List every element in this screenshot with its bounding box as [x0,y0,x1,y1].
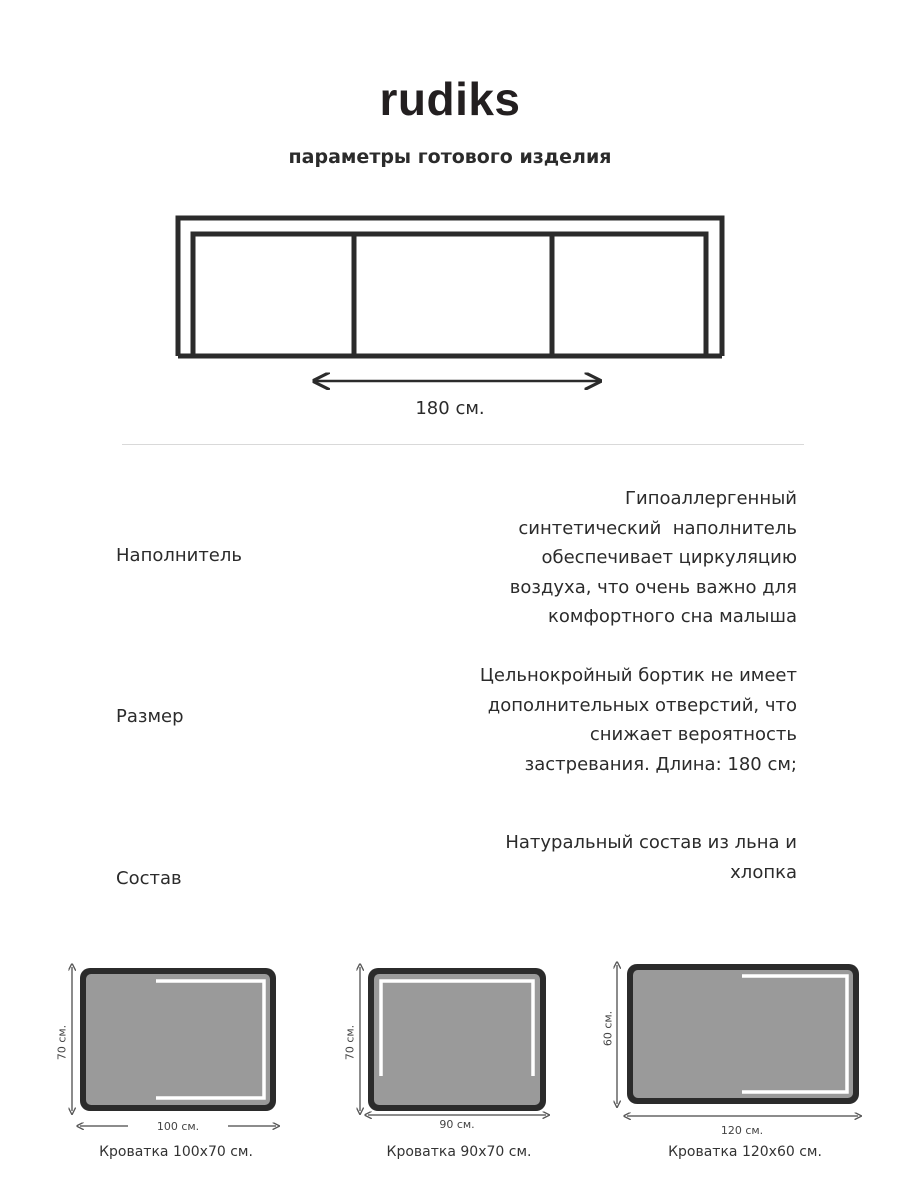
bumper-outline [178,218,722,356]
bed-2-width-label: 90 см. [407,1118,507,1131]
page-subtitle: параметры готового изделия [288,146,612,168]
bed-3-width-label: 120 см. [692,1124,792,1137]
bed-1-caption: Кроватка 100x70 см. [99,1144,253,1160]
spec-description-size: Цельнокройный бортик не имеет дополнительных отверстий, что снижает вероятность застревания. Длина: 180 см; [479,665,797,775]
bed-1-width-label: 100 см. [128,1120,228,1133]
bed-2-caption: Кроватка 90x70 см. [386,1144,532,1160]
spec-label-filler: Наполнитель [116,545,242,566]
brand-logo: rudiks [379,73,521,125]
bed-120x60 [617,964,859,1116]
spec-label-size: Размер [116,706,184,727]
bed-3-height-label: 60 см. [601,1010,615,1047]
bed-3-caption: Кроватка 120x60 см. [668,1144,822,1160]
spec-description-filler: Гипоаллергенный синтетический наполнитель обеспечивает циркуляцию воздуха, что очень важно для комфортного сна малыша [509,488,797,627]
spec-label-composition: Состав [116,868,182,889]
bed-1-height-label: 70 см. [55,1024,69,1061]
bed-2-height-label: 70 см. [343,1024,357,1061]
section-divider [122,444,804,445]
spec-description-composition: Натуральный состав из льна и хлопка [505,832,797,883]
length-label: 180 см. [415,398,485,419]
bed-100x70 [72,967,276,1126]
bed-90x70 [360,967,546,1115]
